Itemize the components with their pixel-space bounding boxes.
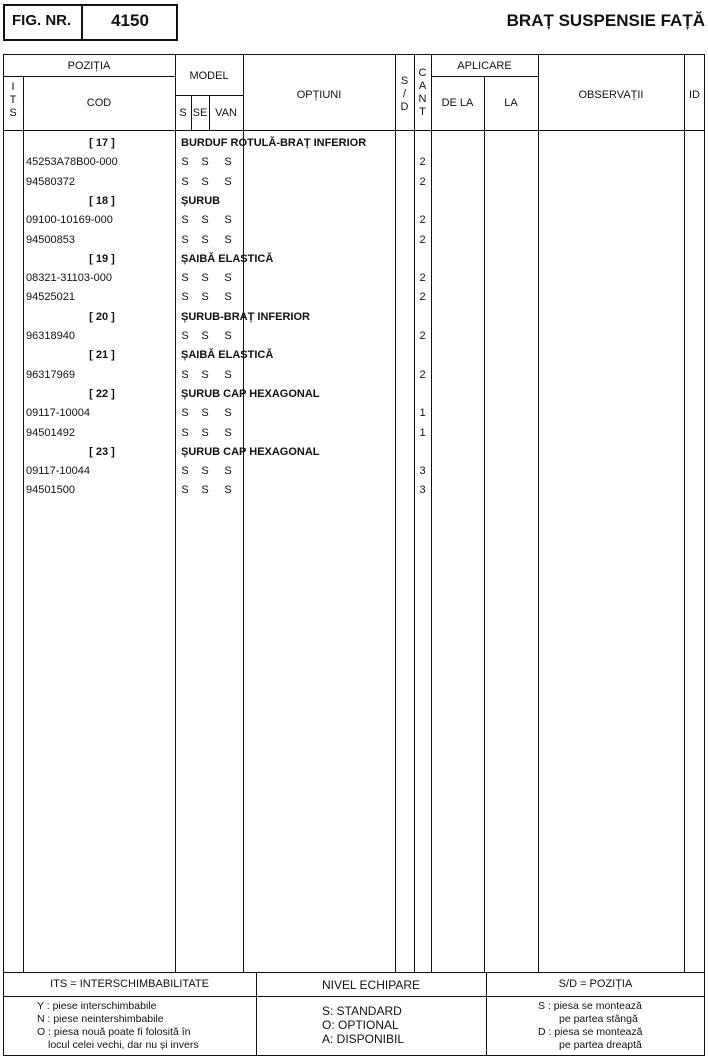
- model-s-value: S: [181, 272, 189, 284]
- legend-its-line: O : piesa nouă poate fi folosită în: [37, 1026, 191, 1038]
- part-code: 96317969: [26, 369, 75, 381]
- legend-its-title: ITS = INTERSCHIMBABILITATE: [50, 978, 209, 990]
- quantity-value: 2: [419, 272, 426, 284]
- part-code: 09100-10169-000: [26, 214, 113, 226]
- legend-its-line: Y : piese interschimbabile: [37, 1000, 157, 1012]
- part-description: ȘURUB-BRAȚ INFERIOR: [181, 311, 310, 323]
- header-cant-2: A: [418, 80, 427, 92]
- part-description: ȘURUB CAP HEXAGONAL: [181, 446, 320, 458]
- header-aplicare: APLICARE: [457, 60, 512, 72]
- header-cod: COD: [86, 97, 112, 109]
- group-row: [0, 137, 708, 153]
- header-model-van: VAN: [215, 107, 237, 119]
- model-se-value: S: [201, 484, 209, 496]
- model-s-value: S: [181, 484, 189, 496]
- quantity-value: 2: [419, 214, 426, 226]
- model-se-value: S: [201, 407, 209, 419]
- part-description: ȘAIBĂ ELASTICĂ: [181, 253, 274, 265]
- quantity-value: 2: [419, 156, 426, 168]
- header-sd-3: D: [400, 101, 409, 113]
- model-s-value: S: [181, 330, 189, 342]
- model-van-value: S: [224, 234, 232, 246]
- part-code: 96318940: [26, 330, 75, 342]
- model-s-value: S: [181, 369, 189, 381]
- part-code: 94500853: [26, 234, 75, 246]
- legend-sd-line: pe partea stângă: [559, 1013, 638, 1025]
- part-code: 09117-10004: [26, 407, 91, 419]
- position-number: [ 23 ]: [89, 446, 115, 458]
- header-optiuni: OPȚIUNI: [296, 89, 342, 101]
- model-van-value: S: [224, 176, 232, 188]
- header-cant-3: N: [418, 93, 427, 105]
- legend-its-line: locul celei vechi, dar nu și invers: [48, 1039, 199, 1051]
- header-de-la: DE LA: [441, 97, 474, 109]
- model-s-value: S: [181, 176, 189, 188]
- part-code: 94580372: [26, 176, 75, 188]
- model-s-value: S: [181, 156, 189, 168]
- header-sd-2: /: [402, 88, 407, 100]
- quantity-value: 2: [419, 234, 426, 246]
- model-se-value: S: [201, 214, 209, 226]
- model-se-value: S: [201, 330, 209, 342]
- table-row: [0, 369, 708, 385]
- model-se-value: S: [201, 234, 209, 246]
- model-se-value: S: [201, 176, 209, 188]
- legend-nivel-line: A: DISPONIBIL: [322, 1032, 405, 1046]
- table-row: [0, 234, 708, 250]
- position-number: [ 20 ]: [89, 311, 115, 323]
- part-code: 45253A78B00-000: [26, 156, 118, 168]
- header-its-3: S: [9, 107, 17, 119]
- model-van-value: S: [224, 156, 232, 168]
- legend-sd-line: pe partea dreaptă: [559, 1039, 642, 1051]
- fig-label: FIG. NR.: [12, 12, 72, 29]
- model-van-value: S: [224, 369, 232, 381]
- quantity-value: 2: [419, 291, 426, 303]
- part-code: 94501492: [26, 427, 75, 439]
- table-row: [0, 272, 708, 288]
- position-number: [ 22 ]: [89, 388, 115, 400]
- model-van-value: S: [224, 407, 232, 419]
- position-number: [ 21 ]: [89, 349, 115, 361]
- model-van-value: S: [224, 272, 232, 284]
- position-number: [ 17 ]: [89, 137, 115, 149]
- part-description: ȘURUB: [181, 195, 221, 207]
- group-row: [0, 388, 708, 404]
- header-cant-4: T: [419, 106, 426, 118]
- model-s-value: S: [181, 407, 189, 419]
- legend-nivel-line: S: STANDARD: [322, 1004, 402, 1018]
- header-model-se: SE: [192, 107, 208, 119]
- position-number: [ 19 ]: [89, 253, 115, 265]
- header-cant-1: C: [418, 67, 427, 79]
- header-la: LA: [504, 97, 518, 109]
- model-se-value: S: [201, 369, 209, 381]
- fig-number: 4150: [111, 11, 149, 30]
- model-se-value: S: [201, 156, 209, 168]
- table-row: [0, 176, 708, 192]
- table-row: [0, 291, 708, 307]
- model-s-value: S: [181, 427, 189, 439]
- page-title: BRAȚ SUSPENSIE FAȚĂ: [506, 11, 705, 30]
- model-van-value: S: [224, 291, 232, 303]
- legend-sd-line: S : piesa se montează: [538, 1000, 642, 1012]
- model-s-value: S: [181, 465, 189, 477]
- legend-top-line: [3, 972, 705, 973]
- model-s-value: S: [181, 291, 189, 303]
- legend-sd-line: D : piesa se montează: [538, 1026, 643, 1038]
- quantity-value: 3: [419, 484, 426, 496]
- part-description: ȘURUB CAP HEXAGONAL: [181, 388, 320, 400]
- quantity-value: 1: [419, 427, 426, 439]
- table-row: [0, 427, 708, 443]
- quantity-value: 2: [419, 369, 426, 381]
- pozitia-underline: [3, 76, 175, 77]
- model-se-value: S: [201, 272, 209, 284]
- group-row: [0, 446, 708, 462]
- table-row: [0, 214, 708, 230]
- group-row: [0, 253, 708, 269]
- model-van-value: S: [224, 330, 232, 342]
- legend-title-line: [3, 996, 705, 997]
- legend-nivel-line: O: OPTIONAL: [322, 1018, 399, 1032]
- table-row: [0, 156, 708, 172]
- header-its-2: T: [9, 94, 17, 106]
- header-its-1: I: [11, 81, 15, 93]
- quantity-value: 3: [419, 465, 426, 477]
- header-id: ID: [689, 89, 700, 101]
- header-sd-1: S: [400, 75, 409, 87]
- model-s-value: S: [181, 234, 189, 246]
- quantity-value: 1: [419, 407, 426, 419]
- header-bottom-line: [3, 130, 705, 131]
- model-s-value: S: [181, 214, 189, 226]
- table-row: [0, 484, 708, 500]
- legend-sd-title: S/D = POZIȚIA: [558, 978, 633, 990]
- group-row: [0, 195, 708, 211]
- table-row: [0, 330, 708, 346]
- model-van-value: S: [224, 427, 232, 439]
- quantity-value: 2: [419, 176, 426, 188]
- header-pozitia: POZIȚIA: [67, 60, 111, 72]
- header-model-s: S: [179, 107, 187, 119]
- quantity-value: 2: [419, 330, 426, 342]
- table-row: [0, 465, 708, 481]
- model-van-value: S: [224, 214, 232, 226]
- legend-nivel-title: NIVEL ECHIPARE: [321, 978, 421, 992]
- model-van-value: S: [224, 465, 232, 477]
- group-row: [0, 349, 708, 365]
- part-description: BURDUF ROTULĂ-BRAȚ INFERIOR: [181, 137, 367, 149]
- model-se-value: S: [201, 465, 209, 477]
- legend-its-line: N : piese neintershimbabile: [37, 1013, 164, 1025]
- part-code: 09117-10044: [26, 465, 91, 477]
- part-code: 94501500: [26, 484, 75, 496]
- header-observatii: OBSERVAȚII: [578, 89, 644, 101]
- part-code: 08321-31103-000: [26, 272, 113, 284]
- table-row: [0, 407, 708, 423]
- group-row: [0, 311, 708, 327]
- part-code: 94525021: [26, 291, 75, 303]
- model-se-value: S: [201, 291, 209, 303]
- part-description: ȘAIBĂ ELASTICĂ: [181, 349, 274, 361]
- position-number: [ 18 ]: [89, 195, 115, 207]
- model-van-value: S: [224, 484, 232, 496]
- model-se-value: S: [201, 427, 209, 439]
- header-model: MODEL: [189, 70, 229, 82]
